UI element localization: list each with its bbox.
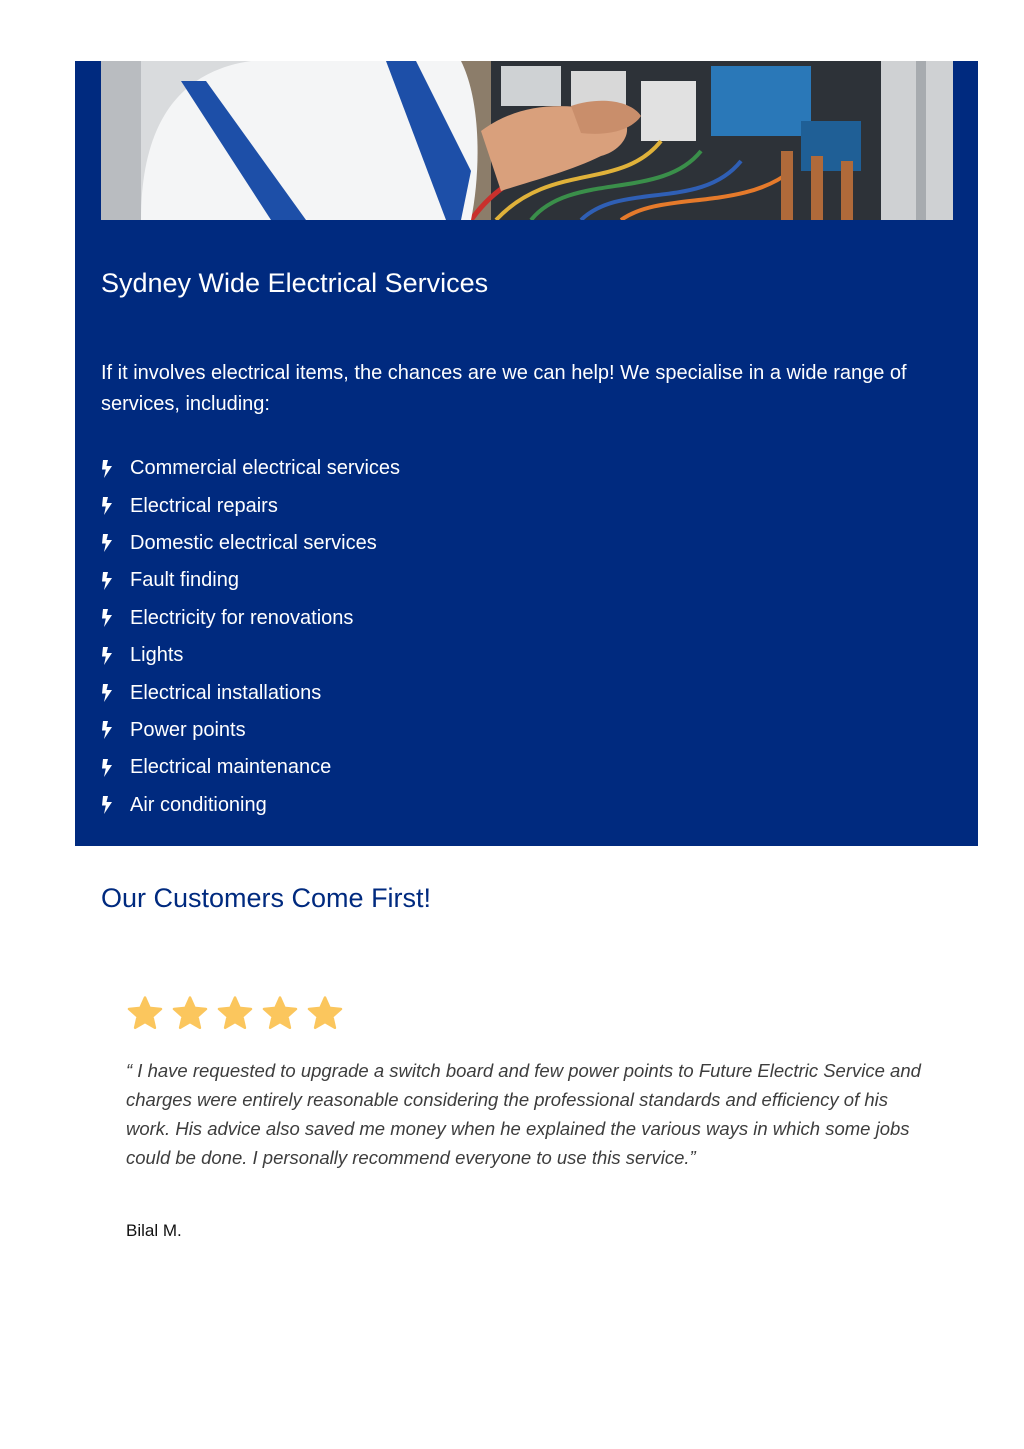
lightning-bolt-icon xyxy=(101,684,114,702)
service-label: Commercial electrical services xyxy=(130,457,401,480)
testimonials-title: Our Customers Come First! xyxy=(101,883,432,913)
star-icon xyxy=(216,995,254,1033)
star-icon xyxy=(306,995,344,1033)
service-label: Electricity for renovations xyxy=(130,606,354,629)
list-item xyxy=(101,562,400,599)
lightning-bolt-icon xyxy=(101,534,114,552)
service-label: Electrical maintenance xyxy=(130,756,332,779)
list-item xyxy=(101,674,400,711)
list-item xyxy=(101,487,400,524)
service-label: Fault finding xyxy=(130,569,239,592)
testimonial-author: Bilal M. xyxy=(126,1221,182,1240)
lightning-bolt-icon xyxy=(101,460,114,478)
service-label: Lights xyxy=(130,644,184,667)
service-label: Air conditioning xyxy=(130,793,267,816)
services-intro: If it involves electrical items, the chances are we can help! We specialise in a wide range of services, including: xyxy=(101,362,907,415)
lightning-bolt-icon xyxy=(101,796,114,814)
list-item xyxy=(101,787,400,824)
service-label: Power points xyxy=(130,718,246,741)
testimonial-quote: “ I have requested to upgrade a switch board and few power points to Future Electric Service and charges were entirely reasonable considering the professional standards and efficiency of his work. His advice also saved me money when he explained the various ways in which some jobs could be done. I personally recommend everyone to use this service.” xyxy=(126,1060,921,1168)
service-label: Electrical installations xyxy=(130,681,322,704)
services-panel xyxy=(75,61,978,846)
list-item xyxy=(101,712,400,749)
lightning-bolt-icon xyxy=(101,759,114,777)
lightning-bolt-icon xyxy=(101,497,114,515)
services-title: Sydney Wide Electrical Services xyxy=(101,268,489,298)
list-item xyxy=(101,450,400,487)
star-rating xyxy=(126,995,344,1033)
lightning-bolt-icon xyxy=(101,572,114,590)
lightning-bolt-icon xyxy=(101,609,114,627)
electrician-hero-image xyxy=(101,61,953,220)
star-icon xyxy=(126,995,164,1033)
list-item xyxy=(101,600,400,637)
star-icon xyxy=(261,995,299,1033)
services-list xyxy=(101,450,400,824)
list-item xyxy=(101,749,400,786)
service-label: Electrical repairs xyxy=(130,494,278,517)
lightning-bolt-icon xyxy=(101,647,114,665)
list-item xyxy=(101,637,400,674)
list-item xyxy=(101,525,400,562)
lightning-bolt-icon xyxy=(101,721,114,739)
service-label: Domestic electrical services xyxy=(130,531,377,554)
star-icon xyxy=(171,995,209,1033)
